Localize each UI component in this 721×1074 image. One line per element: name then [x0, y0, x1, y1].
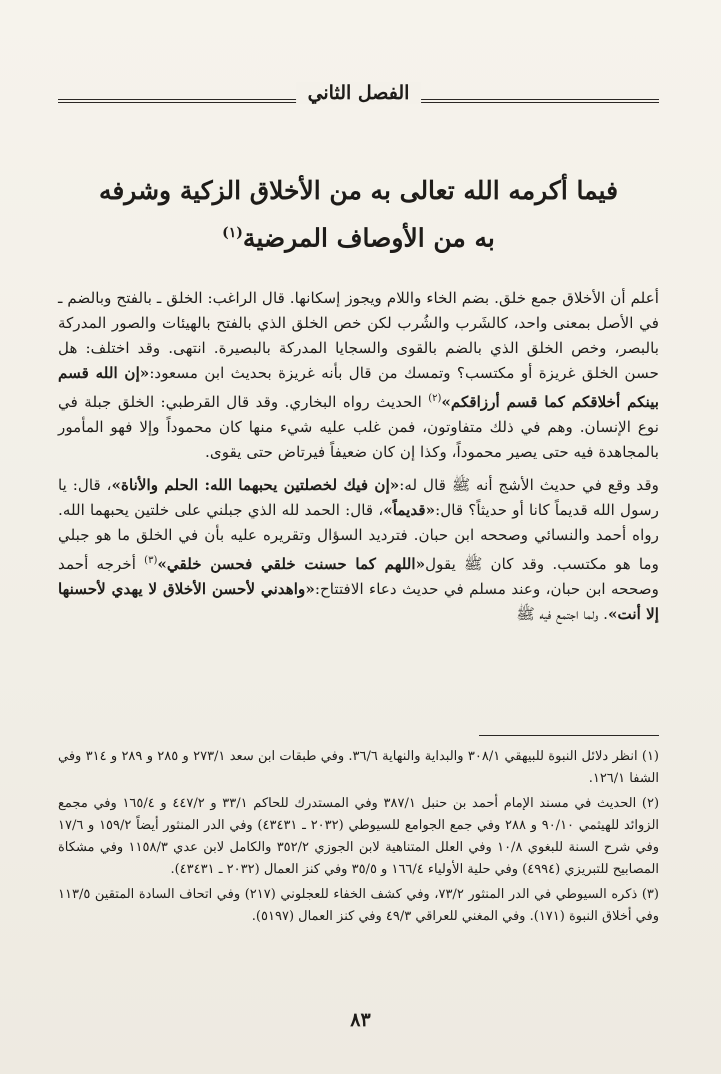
- p1-hadith-quote: «إن الله قسم بينكم أخلاقكم كما قسم أرزاقكم»: [58, 364, 659, 412]
- p2-hadith-quote-2: «قديماً»: [383, 501, 436, 520]
- page-number: ٨٣: [350, 1009, 371, 1031]
- footnote-1: (١) انظر دلائل النبوة للبيهقي ٣٠٨/١ والبداية والنهاية ٣٦/٦. وفي طبقات ابن سعد ٢٧٣/١ و ٢٨٥ و ٢٨٩ و ٣١٤ وفي الشفا ١٢٦/١.: [58, 749, 659, 786]
- p2-footnote-marker: (٣): [144, 555, 158, 567]
- footnotes: [58, 746, 659, 931]
- p1-segment-1: أعلم أن الأخلاق جمع خلق. بضم الخاء واللام ويجوز إسكانها. قال الراغب: الخلق ـ بالفتح وبالضم ـ في الأصل بمعنى واحد، كالشَرب والشُرب لكن خص الخلق الذي بالفتح بالهيئات والصور المدركة بالبصر، وخص الخلق الذي بالضم بالقوى والسجايا المدركة بالبصيرة. انتهى. وقد اختلف: هل حسن الخلق غريزة أو مكتسب؟ وتمسك من قال بأنه غريزة بحديث ابن مسعود:: [58, 289, 660, 382]
- running-header: [58, 84, 659, 110]
- footnote-separator: [479, 735, 659, 736]
- footnote-2: (٢) الحديث في مسند الإمام أحمد بن حنبل ٣٨٧/١ وفي المستدرك للحاكم ٣٣/١ و ٤٤٧/٢ و ١٦٥/٤ وفي مجمع الزوائد للهيثمي ٩٠/١٠ و ٢٨٨ وفي جمع الجوامع للسيوطي (٢٠٣٢ ـ ٤٣٤٣١) وفي الدر المنثور أيضاً ١٥٩/٢ و ١٧/٦ وفي شرح السنة للبغوي ١٠/٨ وفي العلل المتناهية لابن الجوزي ٣٥٢/٢ والكامل لابن عدي ١١٥٨/٣ وفي مشكاة المصابيح للتبريزي (٤٩٩٤) وفي حلية الأولياء ١٦٦/٤ و ٣٥/٥ وفي كنز العمال (٢٠٣٢ ـ ٤٣٤٣١).: [58, 796, 660, 877]
- p2-segment-2: ، قال: يا رسول الله قديماً كانا أو حديثاً؟ قال:: [58, 476, 659, 520]
- p1-segment-2: الحديث رواه البخاري. وقد قال القرطبي: الخلق جبلة في نوع الإنسان. وهم في ذلك متفاوتون، فمن غلب عليه شيء منها كان محموداً وإلا فهو المأمور بالمجاهدة فيه حتى يصير محموداً، وكذا إن كان ضعيفاً فيرتاض حتى يقوى.: [58, 393, 659, 462]
- title-footnote-marker: (١): [222, 225, 243, 241]
- p2-segment-3: ، قال: الحمد لله الذي جبلني على خلتين يحبهما الله. رواه أحمد والنسائي وصححه ابن حبان. فترديد السؤال وتقريره عليه بأن في الخلق ما هو جبلي وما هو مكتسب. وقد كان ﷺ يقول: [58, 501, 659, 574]
- title-line-2: [58, 212, 659, 259]
- footnote-3: (٣) ذكره السيوطي في الدر المنثور ٧٣/٢، وفي كشف الخفاء للعجلوني (٢١٧) وفي اتحاف السادة المتقين ١١٣/٥ وفي أخلاق النبوة (١٧١). وفي المغني للعراقي ٤٩/٣ وفي كنز العمال (٥١٩٧).: [58, 887, 659, 924]
- p2-segment-1: وقد وقع في حديث الأشج أنه ﷺ قال له:: [399, 476, 659, 495]
- body-text: [58, 286, 659, 627]
- p2-hadith-quote-3: «اللهم كما حسنت خلقي فحسن خلقي»: [157, 555, 426, 574]
- p1-footnote-marker: (٢): [428, 393, 442, 404]
- chapter-title: [58, 170, 659, 259]
- p2-hadith-quote-4: «واهدني لأحسن الأخلاق لا يهدي لأحسنها إلا أنت»: [58, 580, 659, 624]
- p2-segment-5: . ولما اجتمع فيه ﷺ: [516, 605, 608, 624]
- paragraph-2: [58, 473, 659, 627]
- p2-hadith-quote-1: «إن فيك لخصلتين يحبهما الله: الحلم والأناة»: [111, 476, 400, 495]
- title-line-2-text: به من الأوصاف المرضية: [242, 223, 495, 253]
- chapter-label: الفصل الثاني: [296, 82, 422, 104]
- p2-segment-4: أخرجه أحمد وصححه ابن حبان، وعند مسلم في حديث دعاء الافتتاح:: [58, 555, 659, 599]
- title-line-1: فيما أكرمه الله تعالى به من الأخلاق الزكية وشرفه: [98, 176, 619, 205]
- paragraph-1: [58, 286, 659, 465]
